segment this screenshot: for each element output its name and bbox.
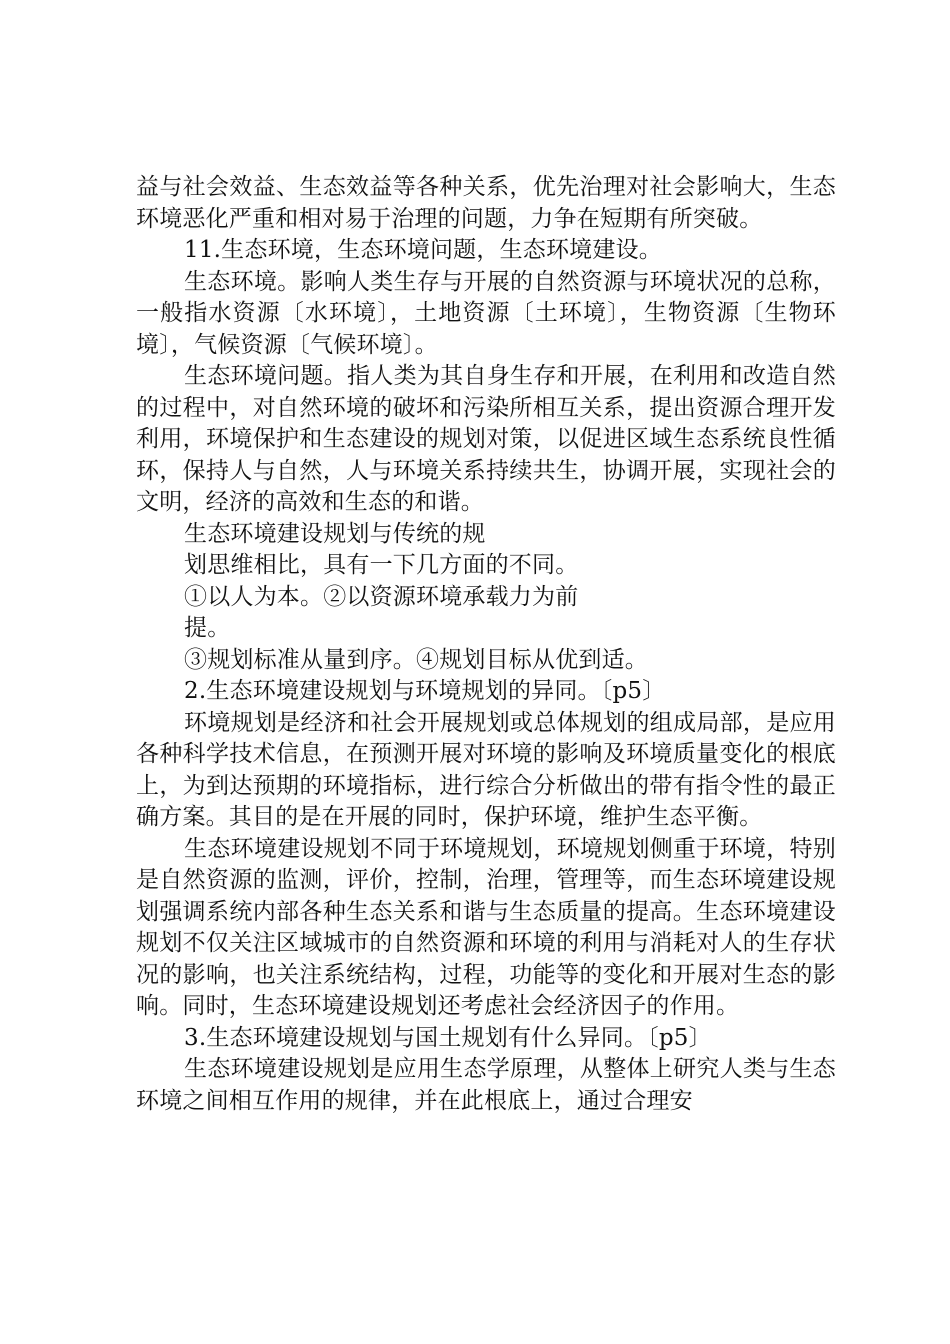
list-item-1-2: ①以人为本。②以资源环境承载力为前 (184, 583, 579, 610)
list-item-3-4: ③规划标准从量到序。④规划目标从优到适。 (184, 646, 648, 673)
paragraph-planning-compare-line1: 生态环境建设规划与传统的规 (184, 520, 486, 547)
paragraph-planning-compare-line2: 划思维相比，具有一下几方面的不同。 (184, 552, 579, 578)
paragraph-environment-planning: 环境规划是经济和社会开展规划或总体规划的组成局部，是应用各种科学技术信息，在预测开展对环境的影响及环境质量变化的根底上，为到达预期的环境指标，进行综合分析做出的带有指令性的最正确方案。其目的是在开展的同时，保护环境，维护生态平衡。 (136, 709, 836, 830)
heading-3: 3.生态环境建设规划与国土规划有什么异同。〔p5〕 (184, 1024, 712, 1051)
paragraph-continuation: 益与社会效益、生态效益等各种关系，优先治理对社会影响大，生态环境恶化严重和相对易于治理的问题，力争在短期有所突破。 (136, 174, 836, 232)
list-item-2-continuation: 提。 (184, 615, 231, 641)
paragraph-land-planning: 生态环境建设规划是应用生态学原理，从整体上研究人类与生态环境之间相互作用的规律，并在此根底上，通过合理安 (136, 1056, 836, 1114)
paragraph-difference: 生态环境建设规划不同于环境规划，环境规划侧重于环境，特别是自然资源的监测，评价，控制，治理，管理等，而生态环境建设规划强调系统内部各种生态关系和谐与生态质量的提高。生态环境建设规划不仅关注区域城市的自然资源和环境的利用与消耗对人的生存状况的影响，也关注系统结构，过程，功能等的变化和开展对生态的影响。同时，生态环境建设规划还考虑社会经济因子的作用。 (136, 835, 836, 1019)
paragraph-environment-problems: 生态环境问题。指人类为其自身生存和开展，在利用和改造自然的过程中，对自然环境的破坏和污染所相互关系，提出资源合理开发利用，环境保护和生态建设的规划对策，以促进区域生态系统良性循环，保持人与自然，人与环境关系持续共生，协调开展，实现社会的文明，经济的高效和生态的和谐。 (136, 363, 836, 515)
heading-11: 11.生态环境，生态环境问题，生态环境建设。 (184, 237, 662, 263)
document-body (136, 172, 836, 1117)
heading-2: 2.生态环境建设规划与环境规划的异同。〔p5〕 (184, 678, 666, 704)
paragraph-ecological-environment: 生态环境。影响人类生存与开展的自然资源与环境状况的总称，一般指水资源〔水环境〕，土地资源〔土环境〕，生物资源〔生物环境〕，气候资源〔气候环境〕。 (136, 268, 836, 358)
